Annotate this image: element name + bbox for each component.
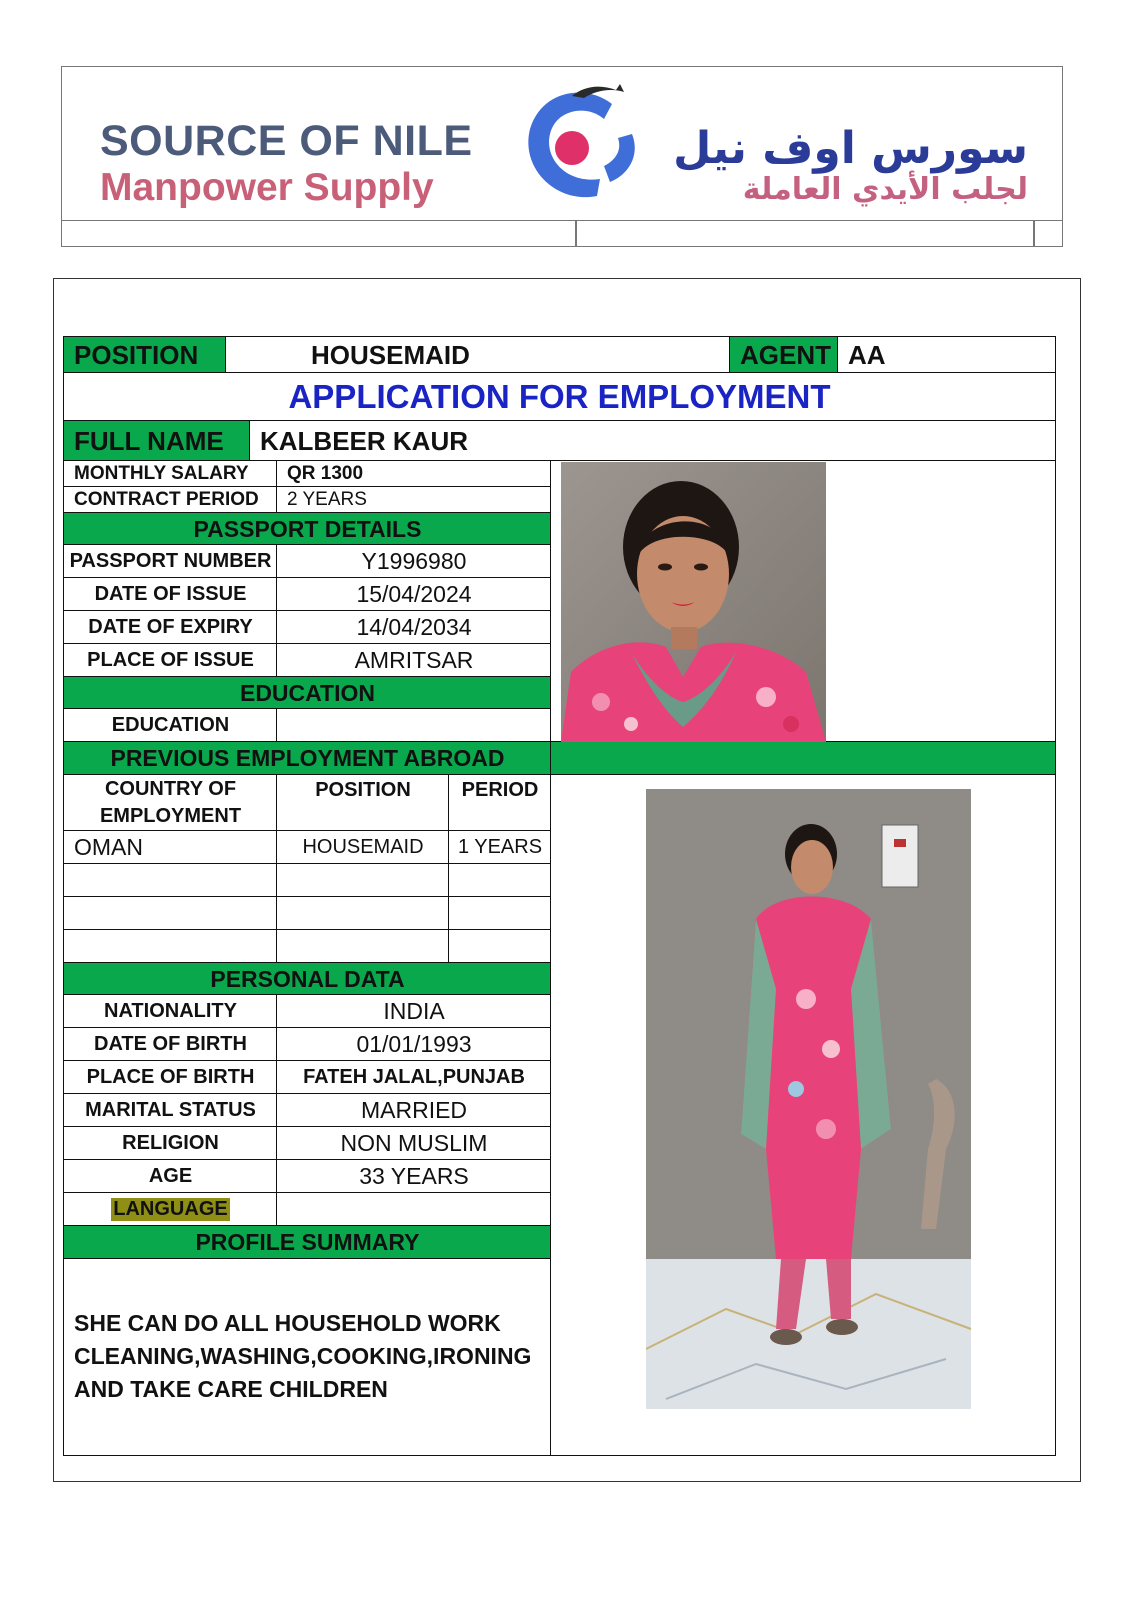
marital-value: MARRIED (276, 1093, 552, 1128)
personal-header: PERSONAL DATA (63, 962, 552, 996)
table-row-country (63, 929, 278, 964)
profile-summary (74, 1307, 531, 1406)
marital-label: MARITAL STATUS (63, 1093, 278, 1128)
education-value (276, 708, 552, 743)
contract-value: 2 YEARS (276, 486, 552, 514)
full-body-photo (646, 789, 971, 1409)
agent-value: AA (837, 336, 1056, 374)
language-value (276, 1192, 552, 1227)
issue-date-value: 15/04/2024 (276, 577, 552, 612)
table-row-country (63, 863, 278, 898)
age-value: 33 YEARS (276, 1159, 552, 1194)
position-label: POSITION (63, 336, 227, 374)
religion-label: RELIGION (63, 1126, 278, 1161)
company-name-ar: سورس اوف نيل (673, 123, 1028, 174)
summary-header: PROFILE SUMMARY (63, 1225, 552, 1260)
summary-line: CLEANING,WASHING,COOKING,IRONING (74, 1343, 532, 1369)
company-logo-icon (512, 74, 652, 214)
table-row-period (448, 863, 552, 898)
dob-label: DATE OF BIRTH (63, 1027, 278, 1062)
place-of-issue-label: PLACE OF ISSUE (63, 643, 278, 678)
table-row-period (448, 929, 552, 964)
passport-header: PASSPORT DETAILS (63, 512, 552, 546)
education-label: EDUCATION (63, 708, 278, 743)
table-row-position (276, 929, 450, 964)
expiry-date-label: DATE OF EXPIRY (63, 610, 278, 645)
col-period: PERIOD (448, 774, 552, 832)
table-row-period (448, 896, 552, 931)
summary-line: SHE CAN DO ALL HOUSEHOLD WORK (74, 1310, 501, 1336)
letterhead-divider (1033, 221, 1035, 247)
employment-header-extension (550, 741, 1056, 776)
pob-label: PLACE OF BIRTH (63, 1060, 278, 1095)
col-country: COUNTRY OF EMPLOYMENT (63, 774, 278, 832)
table-row-position: HOUSEMAID (276, 830, 450, 865)
contract-label: CONTRACT PERIOD (63, 486, 278, 514)
dob-value: 01/01/1993 (276, 1027, 552, 1062)
company-tagline-en: Manpower Supply (100, 166, 434, 209)
full-name-label: FULL NAME (63, 420, 251, 462)
passport-number-value: Y1996980 (276, 544, 552, 579)
table-row-period: 1 YEARS (448, 830, 552, 865)
age-label: AGE (63, 1159, 278, 1194)
portrait-photo (561, 462, 826, 742)
table-row-country (63, 896, 278, 931)
position-value: HOUSEMAID (225, 336, 731, 374)
table-row-position (276, 863, 450, 898)
letterhead-subrow (61, 221, 1063, 247)
employment-header: PREVIOUS EMPLOYMENT ABROAD (63, 741, 552, 776)
nationality-label: NATIONALITY (63, 994, 278, 1029)
salary-label: MONTHLY SALARY (63, 460, 278, 488)
pob-value: FATEH JALAL,PUNJAB (276, 1060, 552, 1095)
company-tagline-ar: لجلب الأيدي العاملة (742, 172, 1028, 207)
passport-number-label: PASSPORT NUMBER (63, 544, 278, 579)
agent-label: AGENT (729, 336, 839, 374)
table-row-country: OMAN (63, 830, 278, 865)
form-title: APPLICATION FOR EMPLOYMENT (63, 372, 1056, 422)
religion-value: NON MUSLIM (276, 1126, 552, 1161)
nationality-value: INDIA (276, 994, 552, 1029)
letterhead-divider (575, 221, 577, 247)
summary-line: AND TAKE CARE CHILDREN (74, 1376, 388, 1402)
language-label-cell (63, 1192, 278, 1227)
expiry-date-value: 14/04/2034 (276, 610, 552, 645)
table-row-position (276, 896, 450, 931)
company-name-en: SOURCE OF NILE (100, 117, 473, 165)
issue-date-label: DATE OF ISSUE (63, 577, 278, 612)
salary-value: QR 1300 (276, 460, 552, 488)
language-label: LANGUAGE (113, 1198, 228, 1220)
col-position: POSITION (276, 774, 450, 832)
education-header: EDUCATION (63, 676, 552, 710)
place-of-issue-value: AMRITSAR (276, 643, 552, 678)
full-name-value: KALBEER KAUR (249, 420, 1056, 462)
